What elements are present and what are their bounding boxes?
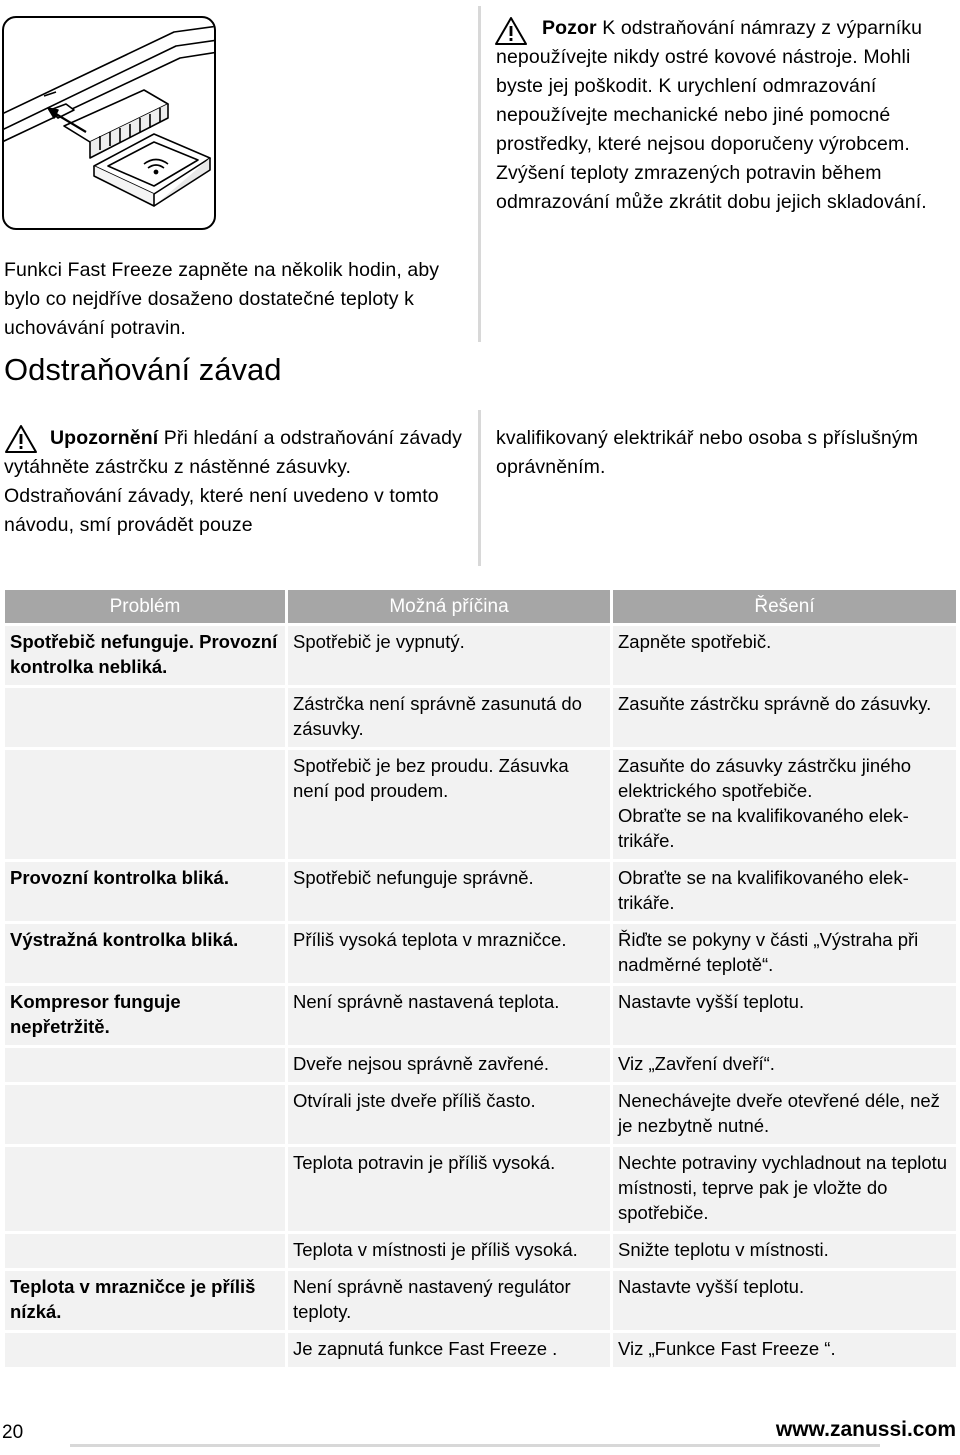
- warning-label: Upozornění: [50, 427, 159, 449]
- solution-cell-text: Obraťte se na kvalifikovaného elektrikáře.: [618, 805, 909, 851]
- problem-cell: [5, 924, 285, 986]
- table-row: [5, 1333, 956, 1370]
- table-row: [5, 688, 956, 750]
- solution-cell-text: Zasuňte do zásuvky zástrčku jiného elektrického spotřebiče.: [618, 755, 912, 801]
- cause-cell-text: Příliš vysoká teplota v mrazničce.: [293, 929, 567, 950]
- cause-cell: [288, 1271, 610, 1333]
- table-row: [5, 862, 956, 924]
- solution-cell: [613, 1271, 956, 1333]
- solution-cell: [613, 986, 956, 1048]
- problem-cell: [5, 688, 285, 750]
- fast-freeze-paragraph: Funkci Fast Freeze zapněte na několik hodin, aby bylo co nejdříve dosaženo dostatečné teploty k uchovávání potravin.: [4, 259, 440, 339]
- solution-cell: [613, 1234, 956, 1271]
- header-problem: Problém: [5, 590, 285, 626]
- caution-label: Pozor: [542, 17, 597, 39]
- table-row: [5, 924, 956, 986]
- problem-cell: [5, 626, 285, 688]
- cause-cell-text: Dveře nejsou správně zavřené.: [293, 1053, 550, 1074]
- column-divider-top: [478, 6, 481, 342]
- solution-cell-text: Viz „Zavření dveří“.: [618, 1053, 775, 1074]
- cause-cell: [288, 688, 610, 750]
- warning-paragraph-right: kvalifikovaný elektrikář nebo osoba s příslušným oprávněním.: [496, 427, 919, 478]
- solution-cell: [613, 1333, 956, 1370]
- problem-cell: [5, 1271, 285, 1333]
- troubleshooting-table: [2, 590, 959, 1370]
- solution-cell: [613, 862, 956, 924]
- cause-cell: [288, 626, 610, 688]
- freezer-tray-illustration: [2, 16, 216, 230]
- problem-cell: [5, 1333, 285, 1370]
- solution-cell: [613, 750, 956, 862]
- problem-cell: [5, 1048, 285, 1085]
- problem-cell-text: Teplota v mrazničce je příliš nízká.: [10, 1276, 256, 1322]
- cause-cell: [288, 924, 610, 986]
- problem-cell: [5, 750, 285, 862]
- table-row: [5, 1234, 956, 1271]
- cause-cell: [288, 1234, 610, 1271]
- column-divider-middle: [478, 410, 481, 566]
- section-title: Odstraňování závad: [4, 352, 282, 387]
- table-row: [5, 1048, 956, 1085]
- cause-cell-text: Je zapnutá funkce Fast Freeze .: [293, 1338, 558, 1359]
- footer-divider: [70, 1444, 880, 1447]
- solution-cell: [613, 1147, 956, 1234]
- page-number: 20: [2, 1422, 24, 1443]
- table-row: [5, 1147, 956, 1234]
- table-row: [5, 986, 956, 1048]
- warning-paragraph-left: [4, 424, 462, 540]
- solution-cell: [613, 1048, 956, 1085]
- problem-cell: [5, 862, 285, 924]
- solution-cell-text: Nastavte vyšší teplotu.: [618, 1276, 805, 1297]
- solution-cell: [613, 1085, 956, 1147]
- cause-cell-text: Zástrčka není správně zasunutá do zásuvky.: [293, 693, 582, 739]
- solution-cell-text: Nechte potraviny vychladnout na teplotu místnosti, teprve pak je vložte do spotřebiče.: [618, 1152, 948, 1223]
- problem-cell: [5, 1085, 285, 1147]
- tray-drawing: [4, 18, 214, 228]
- cause-cell: [288, 986, 610, 1048]
- solution-cell-text: Řiďte se pokyny v části „Výstraha při nadměrné teplotě“.: [618, 929, 919, 975]
- solution-cell-text: Viz „Funkce Fast Freeze “.: [618, 1338, 836, 1359]
- cause-cell-text: Není správně nastavená teplota.: [293, 991, 560, 1012]
- cause-cell: [288, 862, 610, 924]
- cause-cell-text: Teplota v místnosti je příliš vysoká.: [293, 1239, 578, 1260]
- cause-cell-text: Spotřebič je bez proudu. Zásuvka není pod proudem.: [293, 755, 569, 801]
- problem-cell-text: Spotřebič nefunguje. Provozní kontrolka nebliká.: [10, 631, 278, 677]
- cause-cell: [288, 1333, 610, 1370]
- cause-cell-text: Otvírali jste dveře příliš často.: [293, 1090, 536, 1111]
- solution-cell: [613, 626, 956, 688]
- cause-cell: [288, 1085, 610, 1147]
- cause-cell-text: Teplota potravin je příliš vysoká.: [293, 1152, 556, 1173]
- solution-cell-text: Zapněte spotřebič.: [618, 631, 772, 652]
- solution-cell-text: Nenechávejte dveře otevřené déle, než je nezbytně nutné.: [618, 1090, 940, 1136]
- solution-cell-text: Snižte teplotu v místnosti.: [618, 1239, 829, 1260]
- caution-text: K odstraňování námrazy z výparníku nepoužívejte nikdy ostré kovové nástroje. Mohli byste jej poškodit. K urychlení odmrazování nepoužívejte mechanické nebo jiné pomocné prostředky, které nejsou doporučeny výrobcem. Zvýšení teploty zmrazených potravin během odmrazování může zkrátit dobu jejich skladování.: [496, 17, 927, 213]
- problem-cell: [5, 1234, 285, 1271]
- header-cause: Možná příčina: [288, 590, 610, 626]
- caution-paragraph: [496, 14, 948, 217]
- table-row: [5, 1085, 956, 1147]
- cause-cell: [288, 1147, 610, 1234]
- problem-cell-text: Provozní kontrolka bliká.: [10, 867, 229, 888]
- cause-cell-text: Spotřebič je vypnutý.: [293, 631, 465, 652]
- problem-cell: [5, 1147, 285, 1234]
- table-row: [5, 626, 956, 688]
- problem-cell-text: Výstražná kontrolka bliká.: [10, 929, 239, 950]
- table-body: [5, 626, 956, 1370]
- solution-cell: [613, 688, 956, 750]
- table-row: [5, 750, 956, 862]
- header-solution: Řešení: [613, 590, 956, 626]
- table-header-row: [5, 590, 956, 626]
- solution-cell-text: Obraťte se na kvalifikovaného elektrikáře.: [618, 867, 909, 913]
- cause-cell-text: Spotřebič nefunguje správně.: [293, 867, 534, 888]
- table-row: [5, 1271, 956, 1333]
- solution-cell: [613, 924, 956, 986]
- cause-cell: [288, 1048, 610, 1085]
- solution-cell-text: Nastavte vyšší teplotu.: [618, 991, 805, 1012]
- problem-cell: [5, 986, 285, 1048]
- cause-cell-text: Není správně nastavený regulátor teploty.: [293, 1276, 571, 1322]
- cause-cell: [288, 750, 610, 862]
- problem-cell-text: Kompresor funguje nepřetržitě.: [10, 991, 181, 1037]
- website-link[interactable]: www.zanussi.com: [775, 1418, 956, 1441]
- warning-text: Při hledání a odstraňování závady vytáhněte zástrčku z nástěnné zásuvky. Odstraňování závady, které není uvedeno v tomto návodu, smí provádět pouze: [4, 427, 462, 536]
- solution-cell-text: Zasuňte zástrčku správně do zásuvky.: [618, 693, 932, 714]
